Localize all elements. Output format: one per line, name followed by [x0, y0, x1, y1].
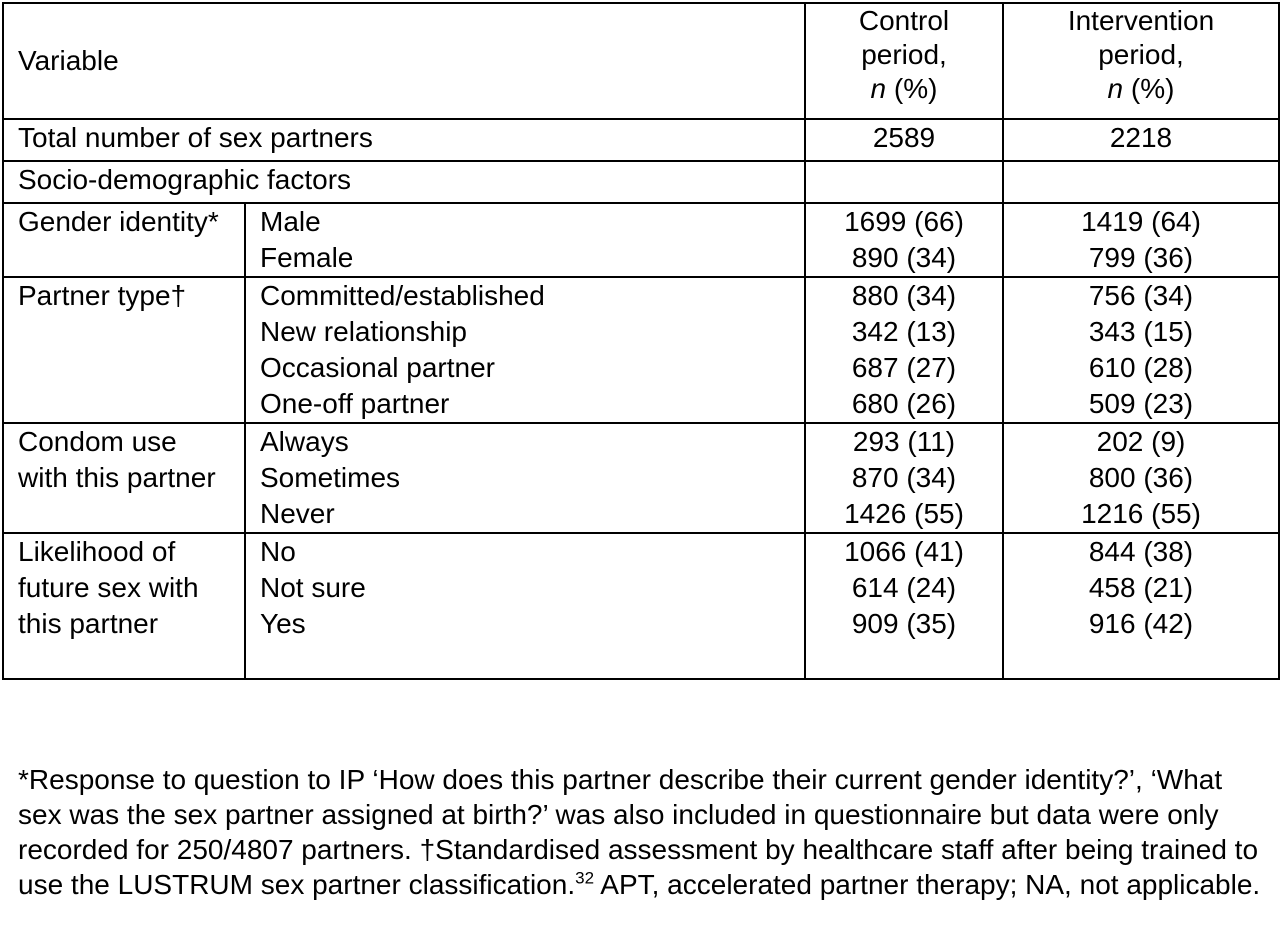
- row-control: 1426 (55): [805, 496, 1003, 533]
- partner-characteristics-table: [2, 2, 1280, 680]
- section-row: [3, 161, 1279, 203]
- row-label: Never: [245, 496, 805, 533]
- header-control-n: n: [870, 73, 887, 104]
- table-row: [3, 203, 1279, 240]
- footnote-reference: 32: [575, 868, 595, 888]
- row-label: Not sure: [245, 570, 805, 606]
- group-label-condom-use: Condom use with this partner: [3, 423, 245, 533]
- row-control: 870 (34): [805, 460, 1003, 496]
- row-intervention: 756 (34): [1003, 277, 1279, 314]
- row-label: Female: [245, 240, 805, 277]
- header-control-pct: (%): [886, 73, 938, 104]
- header-control-line2: period,: [861, 39, 947, 70]
- header-intervention-line1: Intervention: [1067, 5, 1215, 36]
- row-control: 890 (34): [805, 240, 1003, 277]
- row-intervention: 343 (15): [1003, 314, 1279, 350]
- header-control-line1: Control: [858, 5, 950, 36]
- row-label: Occasional partner: [245, 350, 805, 386]
- row-intervention: 202 (9): [1003, 423, 1279, 460]
- row-intervention: 458 (21): [1003, 570, 1279, 606]
- header-variable: Variable: [3, 3, 805, 119]
- row-intervention: 1216 (55): [1003, 496, 1279, 533]
- section-intervention-empty: [1003, 161, 1279, 203]
- table-footnote: [18, 762, 1268, 902]
- header-row: [3, 3, 1279, 119]
- total-row: [3, 119, 1279, 161]
- section-label: Socio-demographic factors: [3, 161, 805, 203]
- header-intervention-line2: period,: [1098, 39, 1184, 70]
- row-control: 293 (11): [805, 423, 1003, 460]
- group-label-likelihood: Likelihood of future sex with this partner: [3, 533, 245, 679]
- row-label: Committed/established: [245, 277, 805, 314]
- row-label: Sometimes: [245, 460, 805, 496]
- row-intervention: 799 (36): [1003, 240, 1279, 277]
- row-control: 1699 (66): [805, 203, 1003, 240]
- row-label: One-off partner: [245, 386, 805, 423]
- row-control: 1066 (41): [805, 533, 1003, 570]
- group-label-partner-type: Partner type†: [3, 277, 245, 423]
- row-control: 909 (35): [805, 606, 1003, 679]
- table-row: [3, 533, 1279, 570]
- row-intervention: 1419 (64): [1003, 203, 1279, 240]
- section-control-empty: [805, 161, 1003, 203]
- row-label: Always: [245, 423, 805, 460]
- row-control: 680 (26): [805, 386, 1003, 423]
- total-control: 2589: [805, 119, 1003, 161]
- row-label: No: [245, 533, 805, 570]
- total-intervention: 2218: [1003, 119, 1279, 161]
- row-control: 614 (24): [805, 570, 1003, 606]
- header-intervention-pct: (%): [1123, 73, 1175, 104]
- table-row: [3, 423, 1279, 460]
- footnote-text: *Response to question to IP ‘How does this partner describe their current gender identity?’, ‘What sex was the sex partner assigned at birth?’ was also included in questionnaire but data were only recorded for 250/4807 partners. †Standardised assessment by healthcare staff after being trained to use the LUSTRUM sex partner classification.: [18, 764, 1259, 900]
- row-intervention: 916 (42): [1003, 606, 1279, 679]
- row-label: Male: [245, 203, 805, 240]
- row-control: 342 (13): [805, 314, 1003, 350]
- header-intervention-n: n: [1107, 73, 1124, 104]
- total-label: Total number of sex partners: [3, 119, 805, 161]
- row-label: New relationship: [245, 314, 805, 350]
- footnote-abbreviations: APT, accelerated partner therapy; NA, not applicable.: [594, 869, 1261, 900]
- header-intervention-period: [1003, 3, 1279, 119]
- row-control: 687 (27): [805, 350, 1003, 386]
- row-intervention: 800 (36): [1003, 460, 1279, 496]
- table-row: [3, 277, 1279, 314]
- row-control: 880 (34): [805, 277, 1003, 314]
- group-label-gender: Gender identity*: [3, 203, 245, 277]
- row-intervention: 610 (28): [1003, 350, 1279, 386]
- header-control-period: [805, 3, 1003, 119]
- row-label: Yes: [245, 606, 805, 679]
- row-intervention: 509 (23): [1003, 386, 1279, 423]
- row-intervention: 844 (38): [1003, 533, 1279, 570]
